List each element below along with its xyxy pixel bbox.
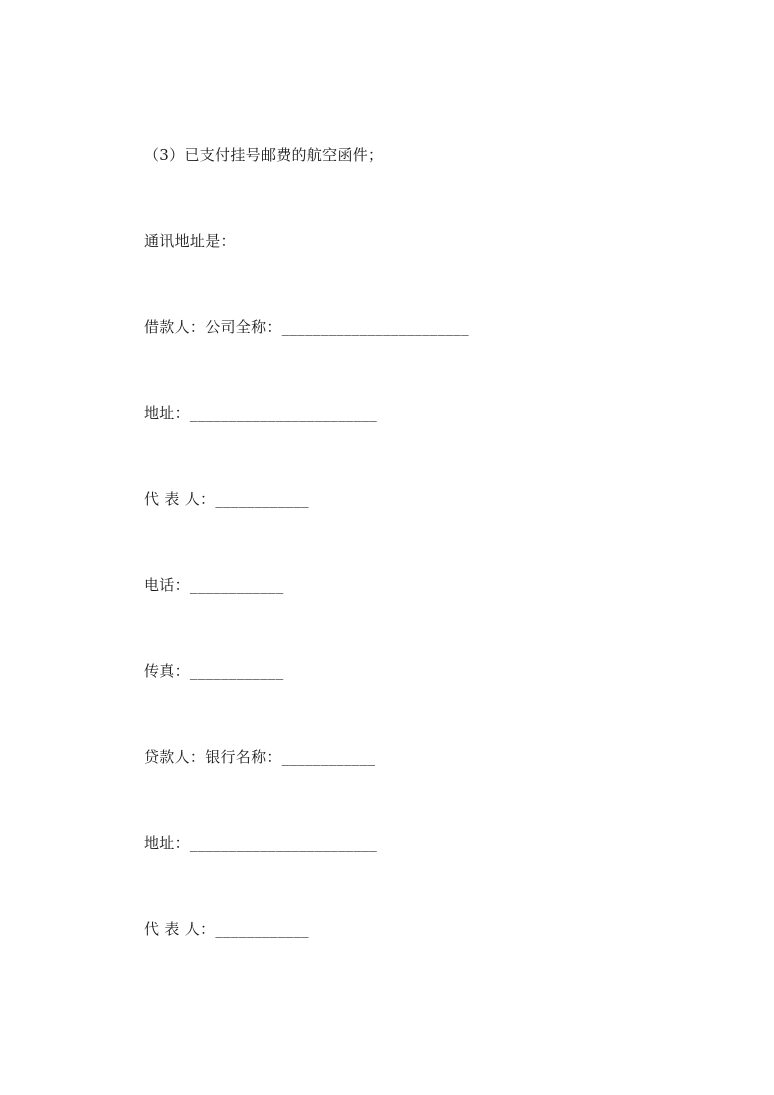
borrower-company-name-field: 借款人：公司全称：________________________ (144, 318, 469, 336)
borrower-phone-field: 电话：____________ (144, 576, 284, 594)
lender-bank-name-field: 贷款人：银行名称：____________ (144, 748, 376, 766)
borrower-representative-field: 代 表 人：____________ (144, 490, 309, 508)
clause-item-3: （3）已支付挂号邮费的航空函件； (144, 146, 384, 164)
borrower-fax-field: 传真：____________ (144, 662, 284, 680)
borrower-address-field: 地址：________________________ (144, 404, 378, 422)
address-heading: 通讯地址是： (144, 232, 236, 250)
lender-representative-field: 代 表 人：____________ (144, 920, 309, 938)
lender-address-field: 地址：________________________ (144, 834, 378, 852)
